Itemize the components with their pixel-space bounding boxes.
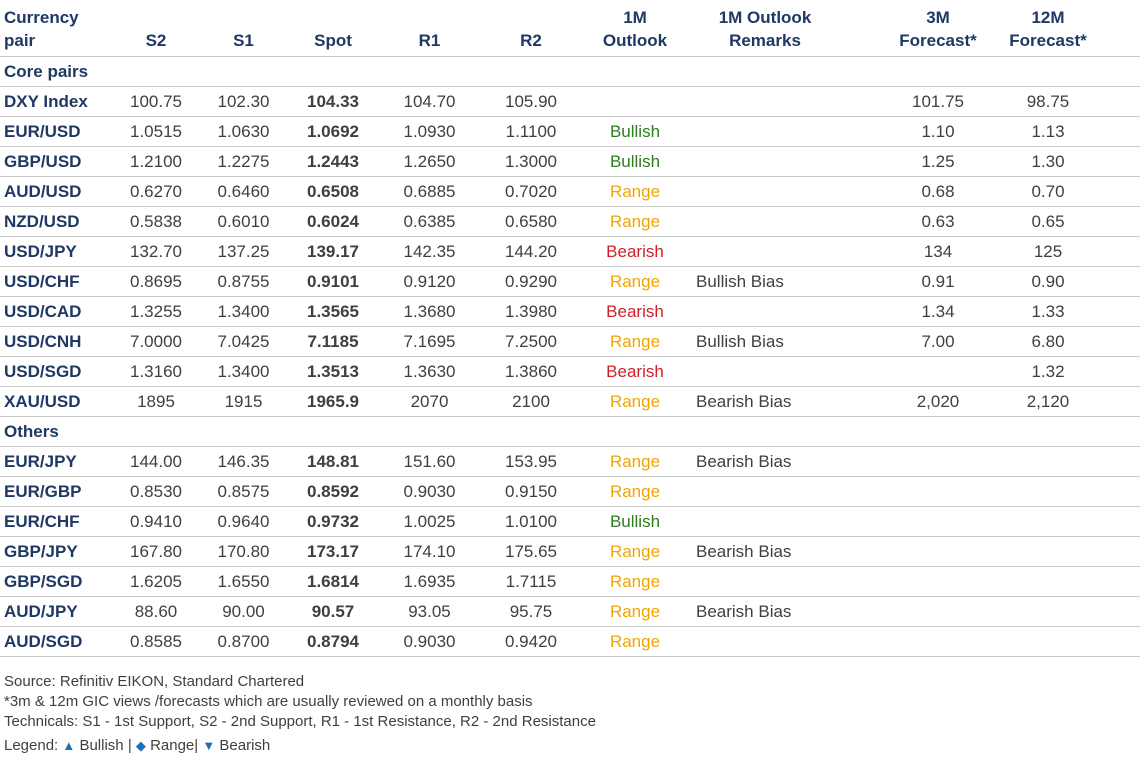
cell-s2: 0.8530 [114, 477, 198, 507]
cell-12m-forecast: 1.30 [996, 147, 1140, 177]
table-row [0, 267, 1140, 297]
table-row [0, 387, 1140, 417]
cell-3m-forecast: 1.34 [840, 297, 996, 327]
cell-s1: 1.2275 [198, 147, 289, 177]
cell-remarks [690, 627, 840, 657]
cell-s2: 0.6270 [114, 177, 198, 207]
cell-pair: USD/CHF [0, 267, 114, 297]
cell-spot: 148.81 [289, 447, 377, 477]
legend-separator: | [194, 737, 199, 754]
table-row [0, 537, 1140, 567]
cell-3m-forecast: 7.00 [840, 327, 996, 357]
source-note: Source: Refinitiv EIKON, Standard Chartered [4, 673, 305, 690]
technicals-note: Technicals: S1 - 1st Support, S2 - 2nd Support, R1 - 1st Resistance, R2 - 2nd Resistance [4, 713, 596, 730]
cell-spot: 139.17 [289, 237, 377, 267]
cell-r1: 0.9120 [377, 267, 482, 297]
cell-r2: 144.20 [482, 237, 580, 267]
cell-r2: 1.0100 [482, 507, 580, 537]
cell-spot: 1.3513 [289, 357, 377, 387]
cell-r1: 1.2650 [377, 147, 482, 177]
cell-3m-forecast [840, 537, 996, 567]
cell-s1: 90.00 [198, 597, 289, 627]
cell-r1: 104.70 [377, 87, 482, 117]
cell-outlook: Range [580, 177, 690, 207]
legend-label: Legend: [4, 737, 59, 754]
cell-outlook: Bearish [580, 357, 690, 387]
cell-spot: 173.17 [289, 537, 377, 567]
table-row [0, 237, 1140, 267]
cell-s1: 1.3400 [198, 297, 289, 327]
cell-r1: 0.9030 [377, 627, 482, 657]
cell-remarks: Bearish Bias [690, 537, 840, 567]
cell-12m-forecast: 1.13 [996, 117, 1140, 147]
cell-outlook: Range [580, 207, 690, 237]
cell-r1: 0.6885 [377, 177, 482, 207]
cell-spot: 0.9101 [289, 267, 377, 297]
cell-pair: GBP/JPY [0, 537, 114, 567]
cell-s2: 1.3160 [114, 357, 198, 387]
cell-pair: USD/JPY [0, 237, 114, 267]
cell-s2: 1.6205 [114, 567, 198, 597]
cell-s2: 0.5838 [114, 207, 198, 237]
cell-3m-forecast [840, 477, 996, 507]
cell-r2: 1.7115 [482, 567, 580, 597]
cell-r2: 1.3860 [482, 357, 580, 387]
cell-r1: 0.9030 [377, 477, 482, 507]
cell-s2: 1895 [114, 387, 198, 417]
cell-spot: 90.57 [289, 597, 377, 627]
cell-s1: 137.25 [198, 237, 289, 267]
cell-12m-forecast: 1.32 [996, 357, 1140, 387]
cell-remarks [690, 357, 840, 387]
table-header [0, 6, 1140, 57]
header-s2: S2 [114, 6, 198, 57]
table-row [0, 477, 1140, 507]
cell-r2: 0.6580 [482, 207, 580, 237]
legend-bearish: Bearish [219, 737, 271, 754]
cell-spot: 0.9732 [289, 507, 377, 537]
cell-pair: EUR/CHF [0, 507, 114, 537]
cell-s1: 1.3400 [198, 357, 289, 387]
header-r1: R1 [377, 6, 482, 57]
table-row [0, 117, 1140, 147]
cell-r1: 151.60 [377, 447, 482, 477]
table-row [0, 327, 1140, 357]
header-1m-outlook-remarks: 1M Outlook Remarks [690, 6, 840, 57]
cell-r2: 1.1100 [482, 117, 580, 147]
cell-r2: 0.9290 [482, 267, 580, 297]
table-row [0, 177, 1140, 207]
cell-r2: 0.9150 [482, 477, 580, 507]
cell-r1: 174.10 [377, 537, 482, 567]
cell-s2: 0.9410 [114, 507, 198, 537]
cell-s2: 7.0000 [114, 327, 198, 357]
cell-outlook: Range [580, 477, 690, 507]
cell-s2: 1.3255 [114, 297, 198, 327]
cell-s1: 0.9640 [198, 507, 289, 537]
cell-outlook: Range [580, 627, 690, 657]
triangle-down-icon: ▼ [202, 738, 216, 753]
cell-r2: 95.75 [482, 597, 580, 627]
cell-s1: 1.6550 [198, 567, 289, 597]
cell-s2: 132.70 [114, 237, 198, 267]
cell-3m-forecast [840, 567, 996, 597]
cell-3m-forecast [840, 447, 996, 477]
header-1m-outlook: 1M Outlook [580, 6, 690, 57]
cell-r1: 7.1695 [377, 327, 482, 357]
table-row [0, 447, 1140, 477]
cell-r2: 0.7020 [482, 177, 580, 207]
cell-pair: EUR/GBP [0, 477, 114, 507]
cell-r2: 153.95 [482, 447, 580, 477]
cell-remarks: Bearish Bias [690, 387, 840, 417]
cell-outlook: Range [580, 387, 690, 417]
cell-pair: GBP/USD [0, 147, 114, 177]
cell-outlook: Range [580, 267, 690, 297]
cell-3m-forecast: 101.75 [840, 87, 996, 117]
header-3m-forecast: 3M Forecast* [840, 6, 996, 57]
header-currency-pair: Currency pair [0, 6, 114, 57]
cell-outlook: Bullish [580, 117, 690, 147]
cell-s2: 144.00 [114, 447, 198, 477]
table-row [0, 207, 1140, 237]
cell-pair: GBP/SGD [0, 567, 114, 597]
cell-s1: 7.0425 [198, 327, 289, 357]
table-row [0, 627, 1140, 657]
cell-r2: 2100 [482, 387, 580, 417]
cell-s2: 88.60 [114, 597, 198, 627]
cell-s2: 0.8695 [114, 267, 198, 297]
header-r2: R2 [482, 6, 580, 57]
triangle-up-icon: ▲ [62, 738, 76, 753]
cell-r1: 1.0025 [377, 507, 482, 537]
cell-12m-forecast [996, 567, 1140, 597]
cell-remarks [690, 87, 840, 117]
header-spot: Spot [289, 6, 377, 57]
legend-range: Range [150, 737, 195, 754]
cell-pair: USD/SGD [0, 357, 114, 387]
cell-r1: 0.6385 [377, 207, 482, 237]
cell-outlook: Bearish [580, 237, 690, 267]
cell-3m-forecast: 1.25 [840, 147, 996, 177]
cell-remarks [690, 177, 840, 207]
cell-s2: 100.75 [114, 87, 198, 117]
cell-pair: DXY Index [0, 87, 114, 117]
cell-s2: 0.8585 [114, 627, 198, 657]
cell-3m-forecast: 0.91 [840, 267, 996, 297]
cell-pair: USD/CNH [0, 327, 114, 357]
section-row-others [0, 417, 1140, 447]
cell-r1: 1.3630 [377, 357, 482, 387]
cell-s2: 167.80 [114, 537, 198, 567]
cell-pair: USD/CAD [0, 297, 114, 327]
cell-pair: NZD/USD [0, 207, 114, 237]
cell-12m-forecast: 0.65 [996, 207, 1140, 237]
cell-r1: 93.05 [377, 597, 482, 627]
cell-spot: 1.0692 [289, 117, 377, 147]
cell-remarks [690, 117, 840, 147]
cell-3m-forecast [840, 597, 996, 627]
cell-remarks [690, 477, 840, 507]
cell-s1: 0.6460 [198, 177, 289, 207]
cell-pair: AUD/USD [0, 177, 114, 207]
section-row-core [0, 57, 1140, 87]
header-12m-forecast: 12M Forecast* [996, 6, 1140, 57]
cell-r1: 142.35 [377, 237, 482, 267]
cell-r1: 1.3680 [377, 297, 482, 327]
cell-remarks [690, 207, 840, 237]
cell-3m-forecast: 0.63 [840, 207, 996, 237]
cell-12m-forecast [996, 627, 1140, 657]
fx-outlook-table [0, 6, 1140, 657]
cell-r1: 1.0930 [377, 117, 482, 147]
cell-spot: 0.6508 [289, 177, 377, 207]
cell-remarks [690, 297, 840, 327]
cell-remarks: Bearish Bias [690, 447, 840, 477]
cell-s1: 0.8575 [198, 477, 289, 507]
cell-s1: 170.80 [198, 537, 289, 567]
cell-pair: AUD/SGD [0, 627, 114, 657]
cell-spot: 1.3565 [289, 297, 377, 327]
cell-spot: 0.8592 [289, 477, 377, 507]
cell-12m-forecast: 2,120 [996, 387, 1140, 417]
cell-r2: 105.90 [482, 87, 580, 117]
cell-3m-forecast: 1.10 [840, 117, 996, 147]
footnotes [4, 672, 596, 756]
cell-remarks [690, 567, 840, 597]
cell-remarks: Bearish Bias [690, 597, 840, 627]
cell-s1: 146.35 [198, 447, 289, 477]
cell-r2: 1.3980 [482, 297, 580, 327]
cell-remarks: Bullish Bias [690, 327, 840, 357]
cell-12m-forecast: 125 [996, 237, 1140, 267]
cell-remarks [690, 237, 840, 267]
cell-3m-forecast: 2,020 [840, 387, 996, 417]
cell-pair: EUR/JPY [0, 447, 114, 477]
section-title-core: Core pairs [0, 57, 1140, 87]
cell-spot: 1.2443 [289, 147, 377, 177]
header-s1: S1 [198, 6, 289, 57]
table-row [0, 597, 1140, 627]
cell-outlook: Range [580, 597, 690, 627]
cell-3m-forecast [840, 627, 996, 657]
cell-r2: 1.3000 [482, 147, 580, 177]
cell-s2: 1.0515 [114, 117, 198, 147]
legend [4, 736, 596, 756]
cell-remarks [690, 147, 840, 177]
cell-r2: 0.9420 [482, 627, 580, 657]
cell-s1: 1915 [198, 387, 289, 417]
cell-r2: 7.2500 [482, 327, 580, 357]
cell-12m-forecast: 98.75 [996, 87, 1140, 117]
cell-s1: 0.8700 [198, 627, 289, 657]
table-row [0, 567, 1140, 597]
cell-12m-forecast: 1.33 [996, 297, 1140, 327]
cell-3m-forecast: 0.68 [840, 177, 996, 207]
table-row [0, 87, 1140, 117]
cell-3m-forecast [840, 357, 996, 387]
cell-spot: 1965.9 [289, 387, 377, 417]
cell-12m-forecast: 0.70 [996, 177, 1140, 207]
cell-spot: 0.6024 [289, 207, 377, 237]
cell-spot: 1.6814 [289, 567, 377, 597]
cell-remarks: Bullish Bias [690, 267, 840, 297]
cell-12m-forecast [996, 447, 1140, 477]
table-row [0, 507, 1140, 537]
cell-pair: XAU/USD [0, 387, 114, 417]
cell-s1: 102.30 [198, 87, 289, 117]
cell-outlook: Bullish [580, 507, 690, 537]
cell-s1: 0.6010 [198, 207, 289, 237]
section-title-others: Others [0, 417, 1140, 447]
cell-spot: 7.1185 [289, 327, 377, 357]
legend-separator: | [127, 737, 132, 754]
legend-bullish: Bullish [79, 737, 124, 754]
cell-s2: 1.2100 [114, 147, 198, 177]
table-body [0, 57, 1140, 657]
cell-12m-forecast: 6.80 [996, 327, 1140, 357]
diamond-icon: ◆ [135, 738, 146, 753]
forecast-note: *3m & 12m GIC views /forecasts which are usually reviewed on a monthly basis [4, 693, 533, 710]
cell-12m-forecast [996, 537, 1140, 567]
cell-outlook: Range [580, 447, 690, 477]
cell-r1: 2070 [377, 387, 482, 417]
cell-3m-forecast [840, 507, 996, 537]
cell-outlook: Range [580, 327, 690, 357]
cell-3m-forecast: 134 [840, 237, 996, 267]
table-row [0, 147, 1140, 177]
cell-outlook: Range [580, 537, 690, 567]
cell-outlook: Range [580, 567, 690, 597]
cell-12m-forecast [996, 507, 1140, 537]
cell-12m-forecast [996, 477, 1140, 507]
cell-outlook [580, 87, 690, 117]
cell-12m-forecast [996, 597, 1140, 627]
cell-pair: AUD/JPY [0, 597, 114, 627]
cell-s1: 1.0630 [198, 117, 289, 147]
cell-spot: 104.33 [289, 87, 377, 117]
cell-pair: EUR/USD [0, 117, 114, 147]
cell-r2: 175.65 [482, 537, 580, 567]
cell-s1: 0.8755 [198, 267, 289, 297]
table-row [0, 297, 1140, 327]
cell-outlook: Bullish [580, 147, 690, 177]
table-row [0, 357, 1140, 387]
cell-outlook: Bearish [580, 297, 690, 327]
cell-12m-forecast: 0.90 [996, 267, 1140, 297]
cell-remarks [690, 507, 840, 537]
cell-spot: 0.8794 [289, 627, 377, 657]
cell-r1: 1.6935 [377, 567, 482, 597]
